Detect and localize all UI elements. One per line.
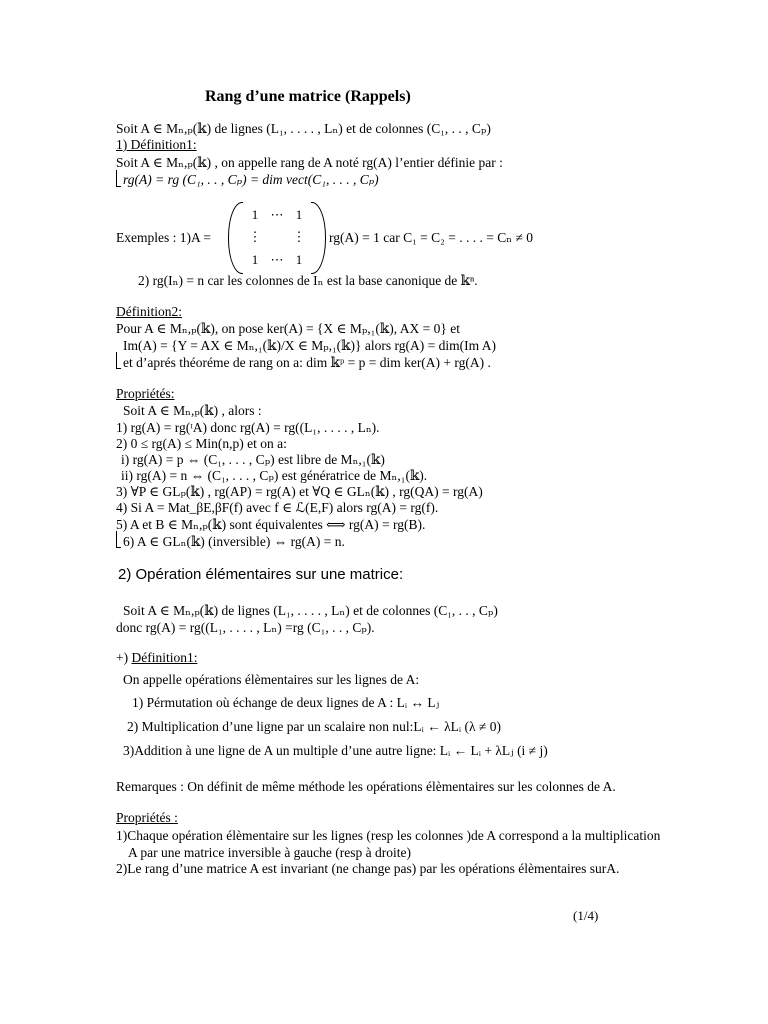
bracket-mark (116, 352, 121, 369)
property-item: ii) rg(A) = n ⇔ (C₁, . . . , Cₚ) est génératrice de Mₙ,₁(𝕜). (121, 468, 428, 483)
matrix-cell: ⋮ (292, 229, 306, 244)
property-item: 3) ∀P ∈ GLₚ(𝕜) , rg(AP) = rg(A) et ∀Q ∈ GLₙ(𝕜) , rg(QA) = rg(A) (116, 484, 483, 499)
bracket-mark (116, 170, 121, 187)
property-item: 1)Chaque opération élèmentaire sur les lignes (resp les colonnes )de A correspond a la multiplication (116, 828, 661, 843)
properties-label: Propriétés : (116, 810, 178, 825)
left-parenthesis (228, 202, 243, 274)
definition2-label: Définition2: (116, 304, 182, 319)
matrix-cell: 1 (295, 207, 303, 222)
definition-prefix: +) (116, 650, 132, 665)
bracket-mark (116, 531, 121, 548)
rank-formula: rg(A) = rg (C₁, . . , Cₚ) = dim vect(C₁, . . . , Cₚ) (123, 172, 379, 187)
definition-intro: On appelle opérations élèmentaires sur les lignes de A: (123, 672, 420, 687)
definition2-line: Im(A) = {Y = AX ∈ Mₙ,₁(𝕜)/X ∈ Mₚ,₁(𝕜)} alors rg(A) = dim(Im A) (123, 338, 496, 353)
matrix-cell: ⋯ (270, 252, 284, 267)
matrix-cell: 1 (251, 207, 259, 222)
example-prefix: Exemples : 1)A = (116, 230, 211, 245)
matrix-cell: 1 (295, 252, 303, 267)
operation-item: 1) Pérmutation où échange de deux lignes de A : Lᵢ ↔ Lⱼ (132, 695, 440, 710)
property-item: 1) rg(A) = rg(ᵗA) donc rg(A) = rg((L₁, . . . . , Lₙ). (116, 420, 380, 435)
properties-label: Propriétés: (116, 386, 175, 401)
property-item: i) rg(A) = p ⇔ (C₁, . . . , Cₚ) est libre de Mₙ,₁(𝕜) (121, 452, 385, 467)
remark: Remarques : On définit de même méthode les opérations élèmentaires sur les colonnes de A. (116, 779, 616, 794)
example-rank-result: rg(A) = 1 car C₁ = C₂ = . . . . = Cₙ ≠ 0 (329, 230, 533, 245)
operation-item: 2) Multiplication d’une ligne par un scalaire non nul:Lᵢ ← λLᵢ (λ ≠ 0) (127, 719, 501, 734)
right-parenthesis (311, 202, 326, 274)
intro-line: Soit A ∈ Mₙ,ₚ(𝕜) de lignes (L₁, . . . . , Lₙ) et de colonnes (C₁, . . , Cₚ) (116, 121, 491, 136)
section-heading: 2) Opération élémentaires sur une matrice: (118, 566, 404, 583)
definition2-line: Pour A ∈ Mₙ,ₚ(𝕜), on pose ker(A) = {X ∈ Mₚ,₁(𝕜), AX = 0} et (116, 321, 460, 336)
example-matrix (228, 202, 326, 272)
property-item: Soit A ∈ Mₙ,ₚ(𝕜) , alors : (123, 403, 262, 418)
property-item: A par une matrice inversible à gauche (resp à droite) (128, 845, 411, 860)
matrix-cell: 1 (251, 252, 259, 267)
property-item: 2)Le rang d’une matrice A est invariant (ne change pas) par les opérations élèmentaires surA. (116, 861, 620, 876)
section-line: Soit A ∈ Mₙ,ₚ(𝕜) de lignes (L₁, . . . . , Lₙ) et de colonnes (C₁, . . , Cₚ) (123, 603, 498, 618)
property-item: 4) Si A = Mat_βE,βF(f) avec f ∈ ℒ(E,F) alors rg(A) = rg(f). (116, 500, 439, 515)
definition2-line: et d’aprés théoréme de rang on a: dim 𝕜ᵖ = p = dim ker(A) + rg(A) . (123, 355, 491, 370)
definition1-label: 1) Définition1: (116, 137, 197, 152)
property-item: 2) 0 ≤ rg(A) ≤ Min(n,p) et on a: (116, 436, 287, 451)
property-item: 6) A ∈ GLₙ(𝕜) (inversible) ⇔ rg(A) = n. (123, 534, 345, 549)
definition1-text: Soit A ∈ Mₙ,ₚ(𝕜) , on appelle rang de A noté rg(A) l’entier définie par : (116, 155, 503, 170)
page-title: Rang d’une matrice (Rappels) (205, 88, 411, 105)
matrix-cell: ⋮ (248, 229, 262, 244)
property-item: 5) A et B ∈ Mₙ,ₚ(𝕜) sont équivalentes ⟺ rg(A) = rg(B). (116, 517, 426, 532)
definition-line (116, 650, 197, 665)
operation-item: 3)Addition à une ligne de A un multiple d’une autre ligne: Lᵢ ← Lᵢ + λLⱼ (i ≠ j) (123, 743, 548, 758)
matrix-cell: ⋯ (270, 207, 284, 222)
example-2: 2) rg(Iₙ) = n car les colonnes de Iₙ est la base canonique de 𝕜ⁿ. (138, 273, 478, 288)
page-number: (1/4) (573, 908, 599, 923)
section-line: donc rg(A) = rg((L₁, . . . . , Lₙ) =rg (C₁, . . , Cₚ). (116, 620, 375, 635)
definition-label: Définition1: (131, 650, 198, 665)
